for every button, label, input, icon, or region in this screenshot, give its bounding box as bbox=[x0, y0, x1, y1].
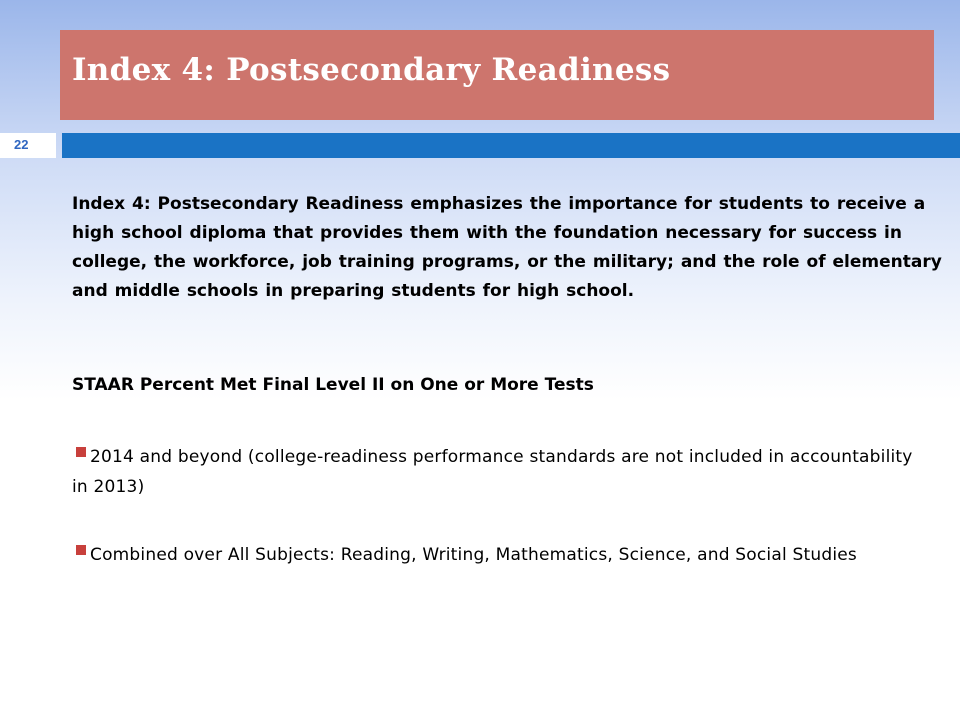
intro-paragraph: Index 4: Postsecondary Readiness emphasizes the importance for students to receive a high school diploma that provides them with the foundation necessary for success in college, the workforce, job training programs, or the military; and the role of elementary and middle schools in preparing students for high school. bbox=[72, 194, 942, 301]
square-bullet-icon bbox=[76, 545, 86, 555]
section-subheading: STAAR Percent Met Final Level II on One or More Tests bbox=[72, 375, 594, 395]
slide-number-box bbox=[0, 133, 56, 158]
accent-band bbox=[62, 133, 960, 158]
bullet-item bbox=[72, 540, 932, 570]
bullet-item bbox=[72, 442, 932, 502]
title-bar bbox=[60, 30, 934, 120]
slide-content bbox=[72, 190, 952, 565]
bullet-text: Combined over All Subjects: Reading, Writing, Mathematics, Science, and Social Studies bbox=[90, 545, 857, 565]
slide-number: 22 bbox=[14, 137, 29, 152]
square-bullet-icon bbox=[76, 447, 86, 457]
bullet-text: 2014 and beyond (college-readiness performance standards are not included in accountability in 2013) bbox=[72, 447, 913, 497]
slide-title: Index 4: Postsecondary Readiness bbox=[72, 52, 671, 88]
